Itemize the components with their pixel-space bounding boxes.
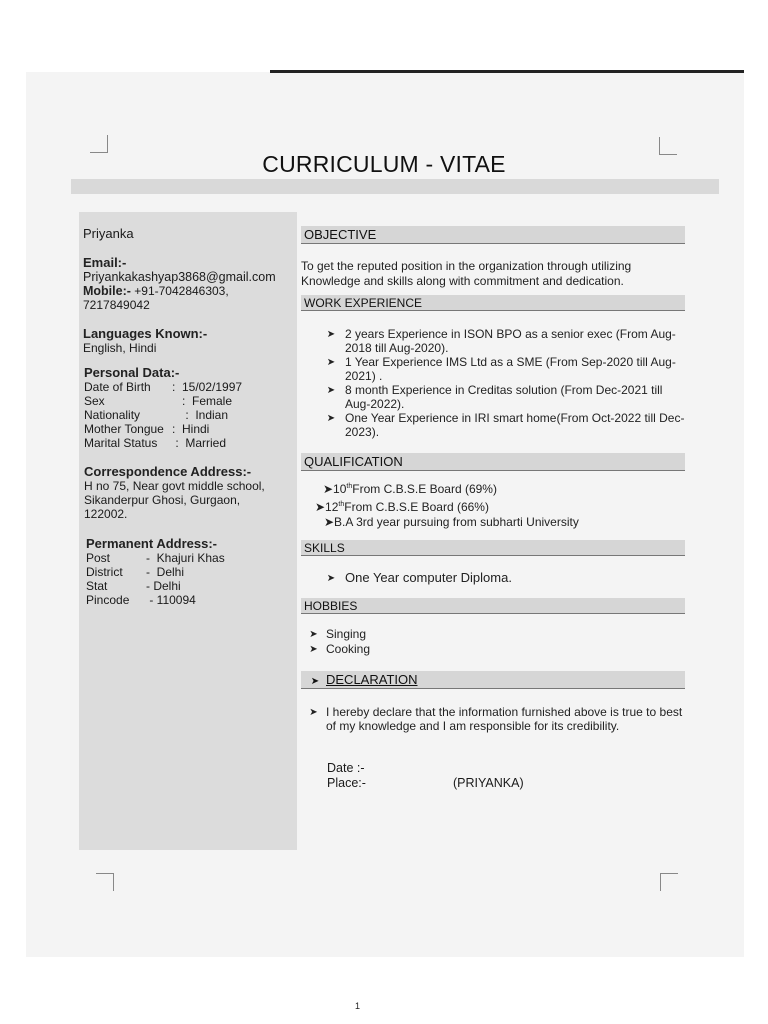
arrow-bullet-icon: ➤ — [309, 707, 318, 718]
qualification-item: ➤12thFrom C.B.S.E Board (66%) — [315, 500, 489, 514]
sidebar-contact-panel — [79, 212, 297, 850]
list-item: ➤ 1 Year Experience IMS Ltd as a SME (From Sep-2020 till Aug-2021) . — [317, 355, 685, 383]
mobile-value-1: +91-7042846303, — [134, 284, 229, 298]
title-underline-bar — [71, 179, 719, 194]
declaration-heading: ➤ DECLARATION — [301, 671, 685, 689]
languages-value: English, Hindi — [83, 341, 157, 355]
personal-row: Marital Status : Married — [84, 436, 227, 450]
objective-text: To get the reputed position in the organization through utilizing Knowledge and skills along with commitment and dedication. — [301, 259, 632, 288]
arrow-bullet-icon: ➤ — [326, 573, 336, 584]
personal-row: Nationality : Indian — [84, 408, 229, 422]
crop-mark-bottom-right — [660, 873, 678, 891]
permanent-address-label: Permanent Address:- — [86, 536, 217, 551]
permanent-row: Post - Khajuri Khas — [86, 551, 225, 565]
personal-data-label: Personal Data:- — [84, 365, 180, 380]
mobile-label: Mobile:- — [83, 284, 131, 298]
work-experience-heading: WORK EXPERIENCE — [301, 295, 685, 311]
signature-name: (PRIYANKA) — [453, 776, 524, 790]
arrow-bullet-icon: ➤ — [310, 676, 320, 687]
page-number: 1 — [354, 1001, 360, 1011]
arrow-bullet-icon: ➤ — [326, 413, 336, 424]
crop-mark-bottom-left — [96, 873, 114, 891]
arrow-bullet-icon: ➤ — [309, 629, 318, 640]
candidate-name: Priyanka — [83, 226, 134, 241]
email-label: Email:- — [83, 255, 127, 270]
personal-row: Sex : Female — [84, 394, 233, 408]
personal-row: Mother Tongue : Hindi — [84, 422, 210, 436]
arrow-bullet-icon: ➤ — [326, 385, 336, 396]
list-item: ➤ 8 month Experience in Creditas solution (From Dec-2021 till Aug-2022). — [317, 383, 685, 411]
qualification-item: ➤10thFrom C.B.S.E Board (69%) — [323, 482, 497, 496]
permanent-row: Pincode - 110094 — [86, 593, 196, 607]
arrow-bullet-icon: ➤ — [326, 357, 336, 368]
main-content — [301, 226, 685, 791]
mobile-value-2: 7217849042 — [83, 298, 150, 312]
personal-row: Date of Birth : 15/02/1997 — [84, 380, 243, 394]
objective-heading: OBJECTIVE — [301, 226, 685, 244]
correspondence-line: 122002. — [84, 507, 128, 521]
place-label: Place:- — [327, 776, 366, 790]
date-label: Date :- — [327, 761, 365, 775]
permanent-row: District - Delhi — [86, 565, 185, 579]
list-item: ➤ 2 years Experience in ISON BPO as a senior exec (From Aug-2018 till Aug-2020). — [317, 327, 685, 355]
list-item: ➤ One Year computer Diploma. — [317, 571, 685, 586]
permanent-row: Stat - Delhi — [86, 579, 181, 593]
list-item: ➤ Singing — [301, 627, 685, 642]
correspondence-address-label: Correspondence Address:- — [84, 464, 252, 479]
correspondence-line: H no 75, Near govt middle school, — [84, 479, 265, 493]
arrow-bullet-icon: ➤ — [326, 329, 336, 340]
list-item: ➤ Cooking — [301, 642, 685, 657]
document-title: CURRICULUM - VITAE — [262, 151, 506, 177]
skills-heading: SKILLS — [301, 540, 685, 556]
paper-top-edge — [270, 70, 744, 73]
declaration-text: ➤ I hereby declare that the information furnished above is true to best of my knowledge and I am responsible for its credibility. — [301, 705, 685, 733]
hobbies-heading: HOBBIES — [301, 598, 685, 614]
languages-label: Languages Known:- — [83, 326, 208, 341]
arrow-bullet-icon: ➤ — [309, 644, 318, 655]
email-value[interactable]: Priyankakashyap3868@gmail.com — [83, 270, 276, 284]
qualification-item: ➤B.A 3rd year pursuing from subharti University — [324, 515, 579, 529]
list-item: ➤ One Year Experience in IRI smart home(From Oct-2022 till Dec-2023). — [317, 411, 685, 439]
qualification-heading: QUALIFICATION — [301, 453, 685, 471]
correspondence-line: Sikanderpur Ghosi, Gurgaon, — [84, 493, 241, 507]
